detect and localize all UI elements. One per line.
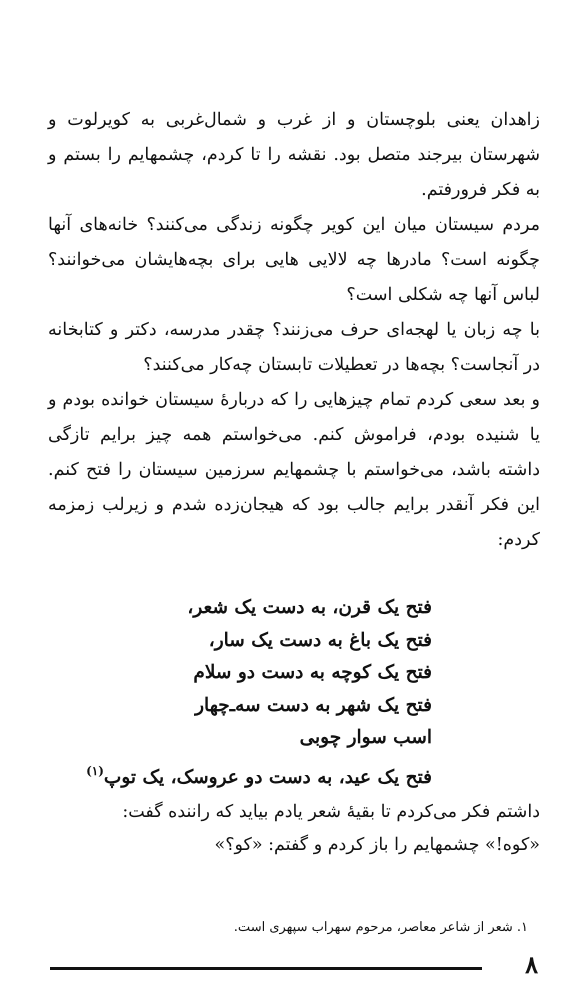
- poem-line: اسب سوار چوبی: [299, 727, 432, 748]
- paragraph: مردم سیستان میان این کویر چگونه زندگی می‌کنند؟ خانه‌های آنها چگونه است؟ مادرها چه لالایی هایی برای بچه‌هایشان می‌خوانند؟ لباس آنها چه شکلی است؟: [48, 215, 540, 305]
- page-number: ۸: [525, 950, 538, 979]
- paragraph: داشتم فکر می‌کردم تا بقیهٔ شعر یادم بیاید که راننده گفت:: [122, 802, 540, 822]
- paragraph: «کوه!» چشمهایم را باز کردم و گفتم: «کو؟»: [214, 835, 540, 855]
- poem-line: فتح یک شهر به دست سه‌ـ‌چهار: [195, 694, 432, 716]
- body-text: [48, 103, 540, 558]
- poem-line: فتح یک کوچه به دست دو سلام: [193, 662, 432, 683]
- poem-line: فتح یک باغ به دست یک سار،: [208, 629, 432, 651]
- poem: [86, 592, 432, 794]
- poem-last-line: [86, 755, 432, 795]
- footnote: ۱. شعر از شاعر معاصر، مرحوم سهراب سپهری است.: [233, 920, 528, 935]
- poem-line: فتح یک قرن، به دست یک شعر،: [187, 597, 432, 618]
- paragraph: و بعد سعی کردم تمام چیزهایی را که دربارهٔ سیستان خوانده بودم و یا شنیده بودم، فراموش کنم. می‌خواستم همه چیز برایم تازگی داشته باشد، می‌خواستم با چشمهایم سرزمین سیستان را فتح کنم. این فکر آنقدر برایم جالب بود که هیجان‌زده شدم و زیرلب زمزمه کردم:: [48, 390, 540, 550]
- poem-line: فتح یک عید، به دست دو عروسک، یک توپ: [103, 766, 432, 788]
- after-poem-text: [48, 796, 540, 862]
- paragraph: زاهدان یعنی بلوچستان و از غرب و شمال‌غربی به کویرلوت و شهرستان بیرجند متصل بود. نقشه را تا کردم، چشمهایم را بستم و به فکر فرورفتم.: [48, 110, 540, 200]
- footer-rule: [50, 967, 482, 970]
- footnote-reference: (۱): [86, 763, 104, 778]
- paragraph: با چه زبان یا لهجه‌ای حرف می‌زنند؟ چقدر مدرسه، دکتر و کتابخانه در آنجاست؟ بچه‌ها در تعطیلات تابستان چه‌کار می‌کنند؟: [48, 320, 540, 375]
